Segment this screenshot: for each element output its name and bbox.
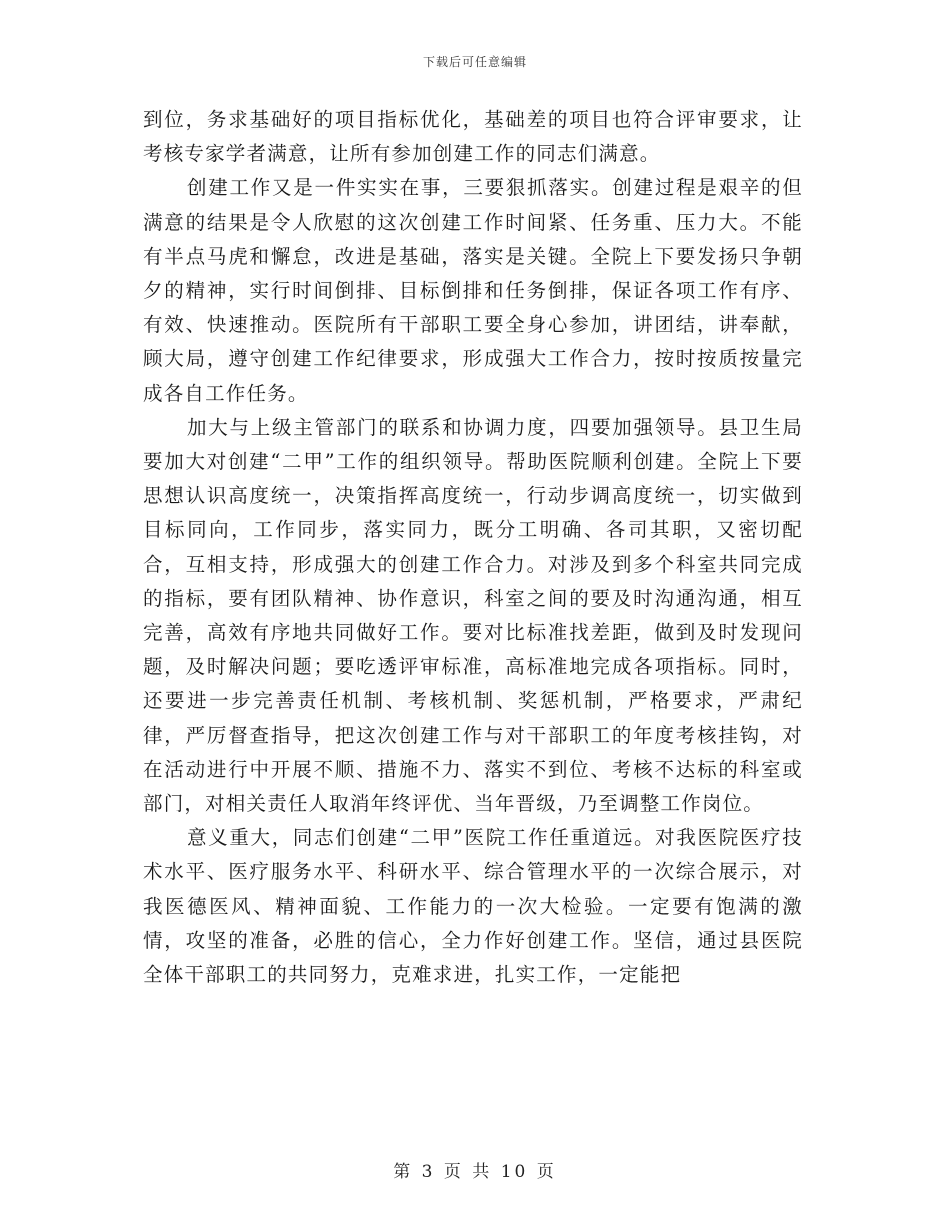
paragraph-1: 到位，务求基础好的项目指标优化，基础差的项目也符合评审要求，让考核专家学者满意，让所有参加创建工作的同志们满意。 [143, 108, 803, 166]
paragraph-2: 创建工作又是一件实实在事，三要狠抓落实。创建过程是艰辛的但满意的结果是令人欣慰的这次创建工作时间紧、任务重、压力大。不能有半点马虎和懈怠，改进是基础，落实是关键。全院上下要发扬只争朝夕的精神，实行时间倒排、目标倒排和任务倒排，保证各项工作有序、有效、快速推动。医院所有干部职工要全身心参加，讲团结，讲奉献，顾大局，遵守创建工作纪律要求，形成强大工作合力，按时按质按量完成各自工作任务。 [143, 176, 803, 405]
page-number-footer: 第 3 页 共 10 页 [393, 1162, 557, 1182]
paragraph-3: 加大与上级主管部门的联系和协调力度，四要加强领导。县卫生局要加大对创建“二甲”工作的组织领导。帮助医院顺利创建。全院上下要思想认识高度统一，决策指挥高度统一，行动步调高度统一，切实做到目标同向，工作同步，落实同力，既分工明确、各司其职，又密切配合，互相支持，形成强大的创建工作合力。对涉及到多个科室共同完成的指标，要有团队精神、协作意识，科室之间的要及时沟通沟通，相互完善，高效有序地共同做好工作。要对比标准找差距，做到及时发现问题，及时解决问题；要吃透评审标准，高标准地完成各项指标。同时，还要进一步完善责任机制、考核机制、奖惩机制，严格要求，严肃纪律，严厉督查指导，把这次创建工作与对干部职工的年度考核挂钩，对在活动进行中开展不顺、措施不力、落实不到位、考核不达标的科室或部门，对相关责任人取消年终评优、当年晋级，乃至调整工作岗位。 [143, 415, 803, 816]
paragraph-4: 意义重大，同志们创建“二甲”医院工作任重道远。对我医院医疗技术水平、医疗服务水平、科研水平、综合管理水平的一次综合展示，对我医德医风、精神面貌、工作能力的一次大检验。一定要有饱满的激情，攻坚的准备，必胜的信心，全力作好创建工作。坚信，通过县医院全体干部职工的共同努力，克难求进，扎实工作，一定能把 [143, 826, 803, 987]
page-header: 下载后可任意编辑 [422, 55, 527, 69]
document-body [143, 103, 803, 992]
